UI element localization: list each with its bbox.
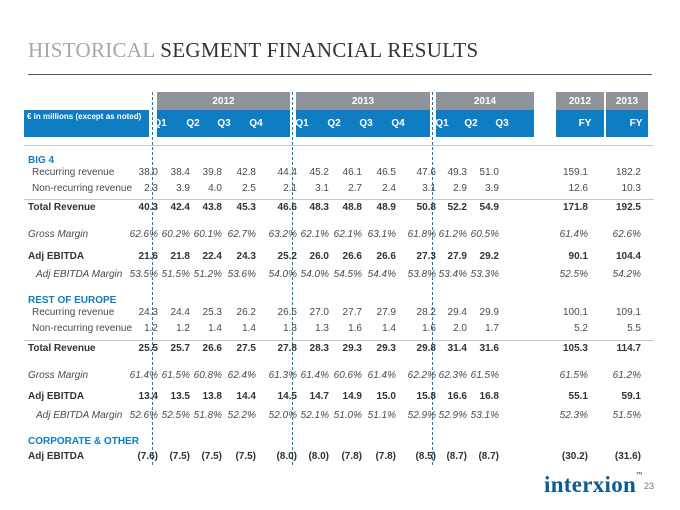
row-value: 27.8 xyxy=(277,343,297,354)
column-header: Q1 xyxy=(295,118,309,129)
row-value: 45.2 xyxy=(309,167,329,178)
row-value: 25.7 xyxy=(170,343,190,354)
row-value: 3.9 xyxy=(176,183,190,194)
row-value: 44.4 xyxy=(277,167,297,178)
row-value: 60.6% xyxy=(333,370,362,381)
row-value: 40.3 xyxy=(138,202,158,213)
row-value: 62.7% xyxy=(227,229,256,240)
row-value: 192.5 xyxy=(615,202,641,213)
row-value: 24.3 xyxy=(236,251,256,262)
row-value: 4.0 xyxy=(208,183,222,194)
row-value: 62.4% xyxy=(227,370,256,381)
row-value: 29.3 xyxy=(376,343,396,354)
row-label: CORPORATE & OTHER xyxy=(28,436,139,447)
column-header: Q1 xyxy=(435,118,449,129)
row-value: (7.5) xyxy=(169,451,190,462)
row-value: 52.0% xyxy=(268,410,297,421)
row-value: 53.3% xyxy=(470,269,499,280)
row-label: BIG 4 xyxy=(28,155,55,166)
row-value: 1.4 xyxy=(208,323,222,334)
row-value: (8.5) xyxy=(415,451,436,462)
column-header: Q4 xyxy=(249,118,263,129)
row-value: 52.9% xyxy=(407,410,436,421)
row-value: 31.6 xyxy=(479,343,499,354)
column-header: Q2 xyxy=(327,118,341,129)
column-header: Q3 xyxy=(495,118,509,129)
row-value: 45.3 xyxy=(236,202,256,213)
row-value: 62.6% xyxy=(612,229,641,240)
row-label: Recurring revenue xyxy=(32,167,115,178)
row-value: 28.3 xyxy=(309,343,329,354)
row-value: 27.0 xyxy=(309,307,329,318)
row-value: 42.4 xyxy=(170,202,190,213)
row-label: Adj EBITDA Margin xyxy=(36,269,123,280)
row-value: 10.3 xyxy=(621,183,641,194)
row-value: 61.2% xyxy=(612,370,641,381)
row-value: 26.5 xyxy=(277,307,297,318)
row-value: 2.0 xyxy=(453,323,467,334)
row-value: 60.5% xyxy=(470,229,499,240)
column-header: Q4 xyxy=(391,118,405,129)
row-value: 25.5 xyxy=(138,343,158,354)
row-value: 114.7 xyxy=(616,343,641,354)
row-value: 61.4% xyxy=(559,229,588,240)
row-value: 52.5% xyxy=(559,269,588,280)
interxion-logo: interxion™ xyxy=(544,472,643,497)
row-value: 27.5 xyxy=(236,343,256,354)
row-label: Non-recurring revenue xyxy=(32,323,133,334)
row-value: 52.9% xyxy=(438,410,467,421)
row-value: 5.2 xyxy=(574,323,588,334)
row-value: 61.5% xyxy=(470,370,499,381)
row-value: 182.2 xyxy=(615,167,641,178)
column-header: Q2 xyxy=(464,118,478,129)
row-value: 62.1% xyxy=(300,229,329,240)
row-value: 2.9 xyxy=(453,183,467,194)
row-value: 31.4 xyxy=(447,343,467,354)
row-value: 53.8% xyxy=(407,269,436,280)
title-rule xyxy=(28,74,652,75)
column-header: Q3 xyxy=(359,118,373,129)
row-value: 50.8 xyxy=(416,202,436,213)
row-value: 61.4% xyxy=(300,370,329,381)
row-label: Total Revenue xyxy=(28,343,96,354)
header-divider xyxy=(24,145,654,146)
row-value: 27.3 xyxy=(416,251,436,262)
row-value: 51.0 xyxy=(479,167,499,178)
row-value: 53.5% xyxy=(129,269,158,280)
row-value: 15.8 xyxy=(416,391,436,402)
row-value: 55.1 xyxy=(568,391,588,402)
row-value: 26.0 xyxy=(309,251,329,262)
row-value: 26.6 xyxy=(376,251,396,262)
year-header-2013: 2013 xyxy=(296,92,430,112)
row-value: 29.9 xyxy=(479,307,499,318)
row-value: 1.6 xyxy=(422,323,436,334)
row-value: 14.5 xyxy=(277,391,297,402)
row-value: 48.9 xyxy=(376,202,396,213)
row-value: 59.1 xyxy=(621,391,641,402)
row-value: 54.2% xyxy=(612,269,641,280)
row-label: Adj EBITDA Margin xyxy=(36,410,123,421)
row-value: 51.0% xyxy=(333,410,362,421)
row-value: 90.1 xyxy=(568,251,588,262)
row-value: (30.2) xyxy=(561,451,588,462)
row-value: 49.3 xyxy=(447,167,467,178)
row-value: 2.5 xyxy=(242,183,256,194)
row-value: 1.4 xyxy=(242,323,256,334)
row-value: 24.4 xyxy=(170,307,190,318)
row-value: 53.1% xyxy=(470,410,499,421)
row-value: 61.5% xyxy=(161,370,190,381)
row-label: REST OF EUROPE xyxy=(28,295,117,306)
row-value: (7.8) xyxy=(341,451,362,462)
row-value: 5.5 xyxy=(627,323,641,334)
row-value: 54.0% xyxy=(268,269,297,280)
row-value: 16.6 xyxy=(447,391,467,402)
row-value: 62.2% xyxy=(407,370,436,381)
row-value: 62.3% xyxy=(438,370,467,381)
row-value: 60.8% xyxy=(193,370,222,381)
row-value: 52.1% xyxy=(300,410,329,421)
row-label: Total Revenue xyxy=(28,202,96,213)
row-value: 27.9 xyxy=(376,307,396,318)
row-value: 26.6 xyxy=(202,343,222,354)
row-value: 61.4% xyxy=(129,370,158,381)
row-value: 28.2 xyxy=(416,307,436,318)
row-value: 63.1% xyxy=(367,229,396,240)
row-value: 60.1% xyxy=(193,229,222,240)
year-header-2014: 2014 xyxy=(436,92,534,112)
row-value: 52.5% xyxy=(161,410,190,421)
row-value: 29.8 xyxy=(416,343,436,354)
row-value: 21.6 xyxy=(138,251,158,262)
row-value: 42.8 xyxy=(236,167,256,178)
row-value: 15.0 xyxy=(376,391,396,402)
page-title-dark: SEGMENT FINANCIAL RESULTS xyxy=(160,38,479,62)
row-value: (8.0) xyxy=(276,451,297,462)
row-value: 1.3 xyxy=(315,323,329,334)
row-label: Non-recurring revenue xyxy=(32,183,133,194)
row-value: 48.3 xyxy=(309,202,329,213)
row-value: 61.4% xyxy=(367,370,396,381)
row-value: 109.1 xyxy=(615,307,641,318)
row-value: 51.5% xyxy=(161,269,190,280)
page-title-light: HISTORICAL xyxy=(28,38,155,62)
row-value: 2.3 xyxy=(144,183,158,194)
row-value: 3.1 xyxy=(315,183,329,194)
row-value: 51.1% xyxy=(367,410,396,421)
row-value: 51.5% xyxy=(612,410,641,421)
row-label: Gross Margin xyxy=(28,229,89,240)
row-value: 46.1 xyxy=(342,167,362,178)
row-value: 61.2% xyxy=(438,229,467,240)
row-value: 12.6 xyxy=(568,183,588,194)
row-value: 46.6 xyxy=(277,202,297,213)
row-value: 13.5 xyxy=(170,391,190,402)
total-divider xyxy=(24,199,654,200)
row-value: 61.5% xyxy=(559,370,588,381)
row-value: 53.6% xyxy=(227,269,256,280)
row-value: 51.8% xyxy=(193,410,222,421)
unit-label: € in millions (except as noted) xyxy=(24,110,149,137)
row-value: 54.0% xyxy=(300,269,329,280)
row-value: 29.4 xyxy=(447,307,467,318)
row-value: 13.4 xyxy=(138,391,158,402)
column-header: Q3 xyxy=(217,118,231,129)
year-header-2012: 2012 xyxy=(157,92,290,112)
row-value: 61.8% xyxy=(407,229,436,240)
row-value: 1.7 xyxy=(485,323,499,334)
row-value: 1.6 xyxy=(348,323,362,334)
row-value: 29.3 xyxy=(342,343,362,354)
row-value: 2.1 xyxy=(283,183,297,194)
row-value: (8.0) xyxy=(308,451,329,462)
row-value: 26.2 xyxy=(236,307,256,318)
row-value: 24.3 xyxy=(138,307,158,318)
row-value: (7.8) xyxy=(375,451,396,462)
year-header-fy2013: 2013 xyxy=(606,92,648,112)
row-value: 48.8 xyxy=(342,202,362,213)
column-header: Q1 xyxy=(153,118,167,129)
row-value: 1.2 xyxy=(144,323,158,334)
row-value: 51.2% xyxy=(193,269,222,280)
row-value: 61.3% xyxy=(268,370,297,381)
row-value: 25.2 xyxy=(277,251,297,262)
logo-text: interxion xyxy=(544,472,637,497)
row-value: (8.7) xyxy=(446,451,467,462)
row-value: 38.0 xyxy=(138,167,158,178)
row-label: Adj EBITDA xyxy=(28,391,85,402)
row-value: 62.1% xyxy=(333,229,362,240)
row-value: 104.4 xyxy=(615,251,641,262)
row-value: 14.4 xyxy=(236,391,256,402)
column-header: FY xyxy=(578,118,592,129)
row-value: 47.6 xyxy=(416,167,436,178)
row-value: 3.9 xyxy=(485,183,499,194)
row-value: 46.5 xyxy=(376,167,396,178)
row-value: 52.2 xyxy=(447,202,467,213)
row-value: 26.6 xyxy=(342,251,362,262)
row-value: 29.2 xyxy=(479,251,499,262)
row-value: 52.2% xyxy=(227,410,256,421)
row-value: 14.9 xyxy=(342,391,362,402)
row-value: 16.8 xyxy=(479,391,499,402)
row-value: 39.8 xyxy=(202,167,222,178)
row-value: 54.4% xyxy=(367,269,396,280)
row-value: 1.3 xyxy=(283,323,297,334)
row-value: 43.8 xyxy=(202,202,222,213)
row-value: 53.4% xyxy=(438,269,467,280)
row-value: (31.6) xyxy=(614,451,641,462)
row-value: 14.7 xyxy=(309,391,329,402)
row-value: 38.4 xyxy=(170,167,190,178)
total-divider xyxy=(24,340,654,341)
row-value: 25.3 xyxy=(202,307,222,318)
row-value: 52.3% xyxy=(559,410,588,421)
row-value: (7.5) xyxy=(201,451,222,462)
column-header: FY xyxy=(629,118,643,129)
row-value: 3.1 xyxy=(422,183,436,194)
row-label: Adj EBITDA xyxy=(28,451,85,462)
row-label: Gross Margin xyxy=(28,370,89,381)
column-header: Q2 xyxy=(186,118,200,129)
row-value: 13.8 xyxy=(202,391,222,402)
row-value: 2.7 xyxy=(348,183,362,194)
row-value: 22.4 xyxy=(202,251,222,262)
row-label: Adj EBITDA xyxy=(28,251,85,262)
page-number: 23 xyxy=(644,481,655,491)
row-value: 52.6% xyxy=(129,410,158,421)
row-value: 27.9 xyxy=(447,251,467,262)
row-value: 21.8 xyxy=(170,251,190,262)
row-value: 1.2 xyxy=(176,323,190,334)
row-value: 159.1 xyxy=(562,167,588,178)
row-value: (8.7) xyxy=(478,451,499,462)
row-value: 54.9 xyxy=(479,202,499,213)
row-value: 2.4 xyxy=(382,183,396,194)
row-value: 100.1 xyxy=(562,307,588,318)
row-value: 27.7 xyxy=(342,307,362,318)
row-value: (7.6) xyxy=(137,451,158,462)
row-value: 63.2% xyxy=(268,229,297,240)
row-label: Recurring revenue xyxy=(32,307,115,318)
row-value: 60.2% xyxy=(161,229,190,240)
row-value: 62.6% xyxy=(129,229,158,240)
row-value: 105.3 xyxy=(562,343,588,354)
row-value: (7.5) xyxy=(235,451,256,462)
row-value: 171.8 xyxy=(562,202,588,213)
year-header-fy2012: 2012 xyxy=(556,92,604,112)
row-value: 1.4 xyxy=(382,323,396,334)
page-title xyxy=(28,38,479,63)
row-value: 54.5% xyxy=(333,269,362,280)
